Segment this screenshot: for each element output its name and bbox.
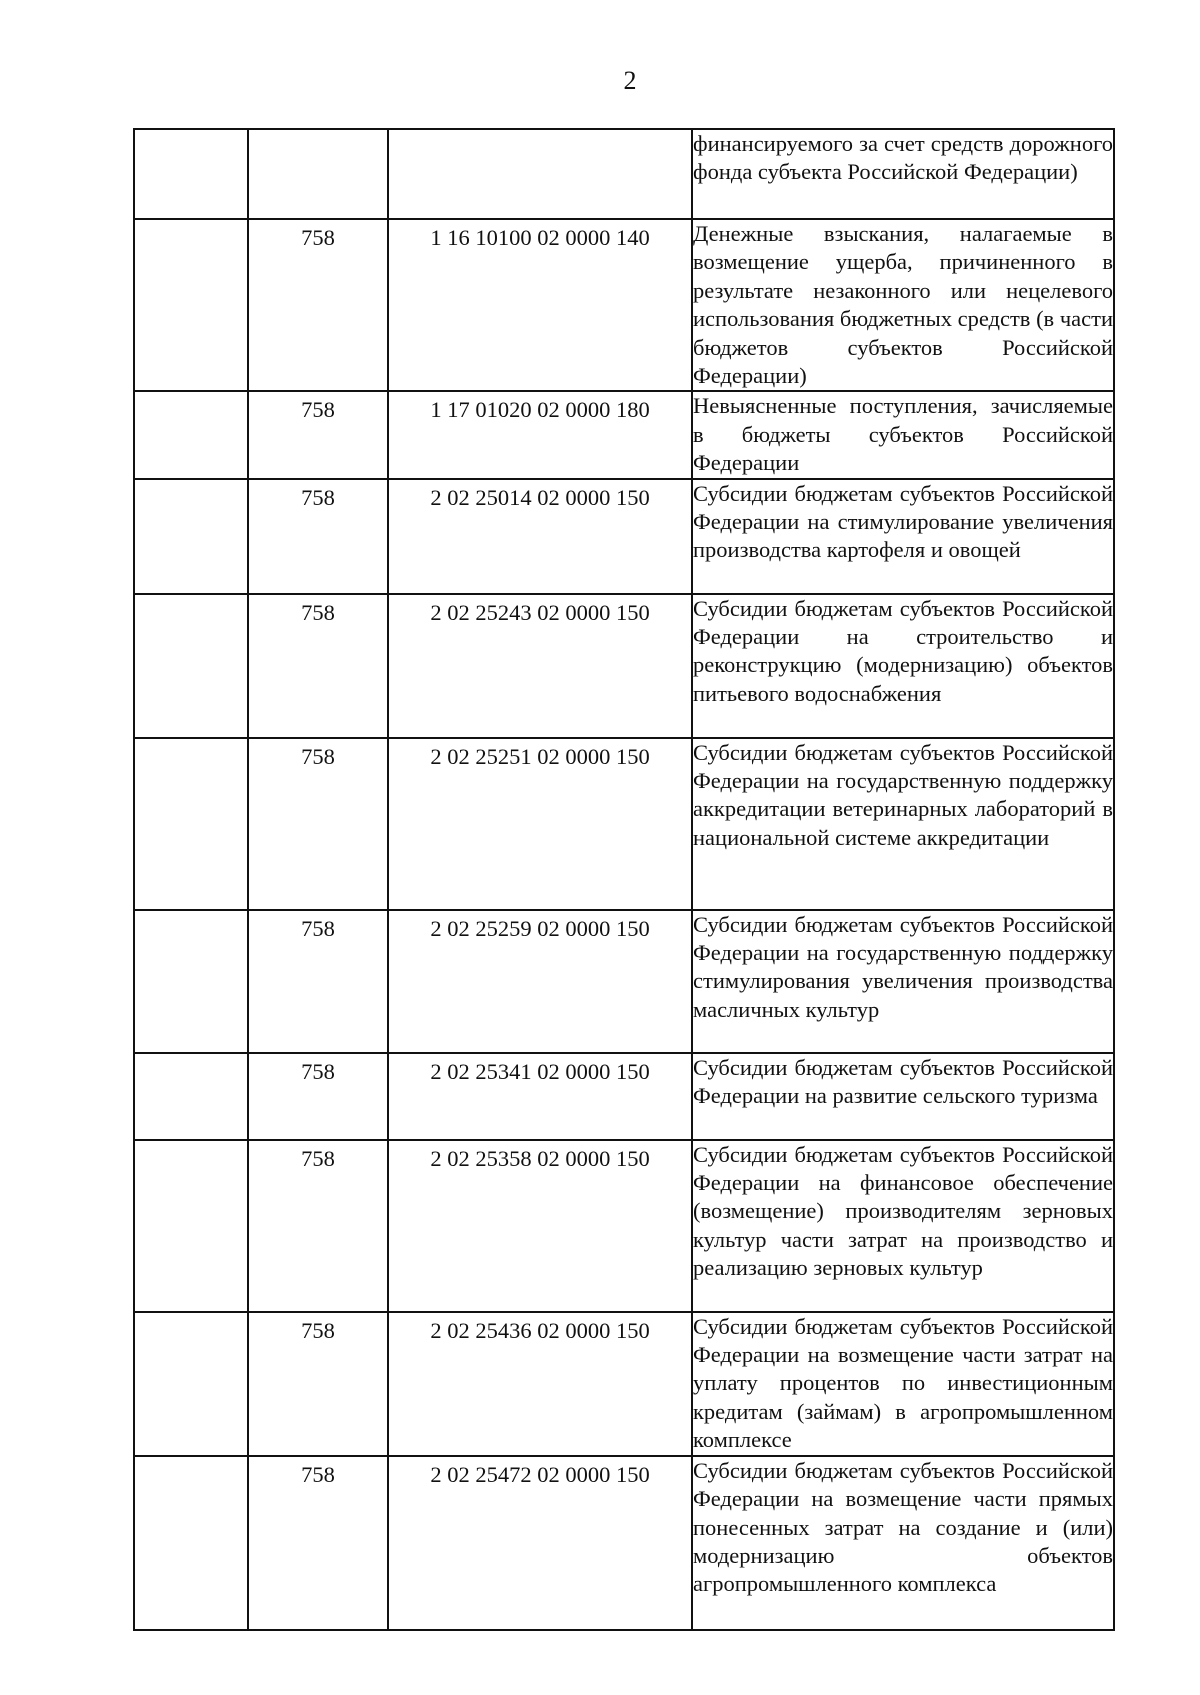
table-row <box>134 738 1114 910</box>
admin-code-cell: 758 <box>248 1053 388 1140</box>
budget-code-cell <box>388 129 692 219</box>
table-row <box>134 1140 1114 1312</box>
description-cell: Субсидии бюджетам субъектов Российской Федерации на государственную поддержку стимулирования увеличения производства масличных культур <box>692 910 1114 1053</box>
budget-code-cell: 2 02 25243 02 0000 150 <box>388 594 692 738</box>
description-cell: Денежные взыскания, налагаемые в возмещение ущерба, причиненного в результате незаконного или нецелевого использования бюджетных средств (в части бюджетов субъектов Российской Федерации) <box>692 219 1114 391</box>
table-row <box>134 391 1114 478</box>
table-row <box>134 910 1114 1053</box>
empty-cell <box>134 1312 248 1456</box>
admin-code-cell <box>248 129 388 219</box>
budget-code-cell: 2 02 25259 02 0000 150 <box>388 910 692 1053</box>
description-cell: Субсидии бюджетам субъектов Российской Федерации на финансовое обеспечение (возмещение) производителям зерновых культур части затрат на производство и реализацию зерновых культур <box>692 1140 1114 1312</box>
budget-code-cell: 2 02 25472 02 0000 150 <box>388 1456 692 1630</box>
admin-code-cell: 758 <box>248 1140 388 1312</box>
table-row <box>134 219 1114 391</box>
budget-code-cell: 2 02 25341 02 0000 150 <box>388 1053 692 1140</box>
admin-code-cell: 758 <box>248 910 388 1053</box>
table-row <box>134 129 1114 219</box>
empty-cell <box>134 1456 248 1630</box>
empty-cell <box>134 1140 248 1312</box>
description-cell: Субсидии бюджетам субъектов Российской Федерации на стимулирование увеличения производства картофеля и овощей <box>692 479 1114 594</box>
table-row <box>134 479 1114 594</box>
description-cell: Субсидии бюджетам субъектов Российской Федерации на возмещение части прямых понесенных затрат на создание и (или) модернизацию объектов агропромышленного комплекса <box>692 1456 1114 1630</box>
empty-cell <box>134 1053 248 1140</box>
budget-code-cell: 2 02 25436 02 0000 150 <box>388 1312 692 1456</box>
page-number: 2 <box>623 66 637 95</box>
table-row <box>134 1456 1114 1630</box>
description-cell: Субсидии бюджетам субъектов Российской Федерации на развитие сельского туризма <box>692 1053 1114 1140</box>
admin-code-cell: 758 <box>248 1312 388 1456</box>
admin-code-cell: 758 <box>248 1456 388 1630</box>
empty-cell <box>134 910 248 1053</box>
empty-cell <box>134 391 248 478</box>
budget-code-cell: 2 02 25251 02 0000 150 <box>388 738 692 910</box>
empty-cell <box>134 738 248 910</box>
table-row <box>134 1312 1114 1456</box>
budget-code-cell: 2 02 25014 02 0000 150 <box>388 479 692 594</box>
admin-code-cell: 758 <box>248 479 388 594</box>
budget-code-cell: 2 02 25358 02 0000 150 <box>388 1140 692 1312</box>
admin-code-cell: 758 <box>248 738 388 910</box>
description-cell: Невыясненные поступления, зачисляемые в бюджеты субъектов Российской Федерации <box>692 391 1114 478</box>
empty-cell <box>134 129 248 219</box>
description-cell: Субсидии бюджетам субъектов Российской Федерации на государственную поддержку аккредитации ветеринарных лабораторий в национальной системе аккредитации <box>692 738 1114 910</box>
empty-cell <box>134 594 248 738</box>
table-row <box>134 1053 1114 1140</box>
empty-cell <box>134 479 248 594</box>
description-cell: Субсидии бюджетам субъектов Российской Федерации на строительство и реконструкцию (модернизацию) объектов питьевого водоснабжения <box>692 594 1114 738</box>
empty-cell <box>134 219 248 391</box>
budget-code-cell: 1 16 10100 02 0000 140 <box>388 219 692 391</box>
admin-code-cell: 758 <box>248 219 388 391</box>
budget-code-cell: 1 17 01020 02 0000 180 <box>388 391 692 478</box>
admin-code-cell: 758 <box>248 391 388 478</box>
description-cell: финансируемого за счет средств дорожного фонда субъекта Российской Федерации) <box>692 129 1114 219</box>
description-cell: Субсидии бюджетам субъектов Российской Федерации на возмещение части затрат на уплату процентов по инвестиционным кредитам (займам) в агропромышленном комплексе <box>692 1312 1114 1456</box>
admin-code-cell: 758 <box>248 594 388 738</box>
table-row <box>134 594 1114 738</box>
revenue-codes-table <box>133 128 1115 1631</box>
